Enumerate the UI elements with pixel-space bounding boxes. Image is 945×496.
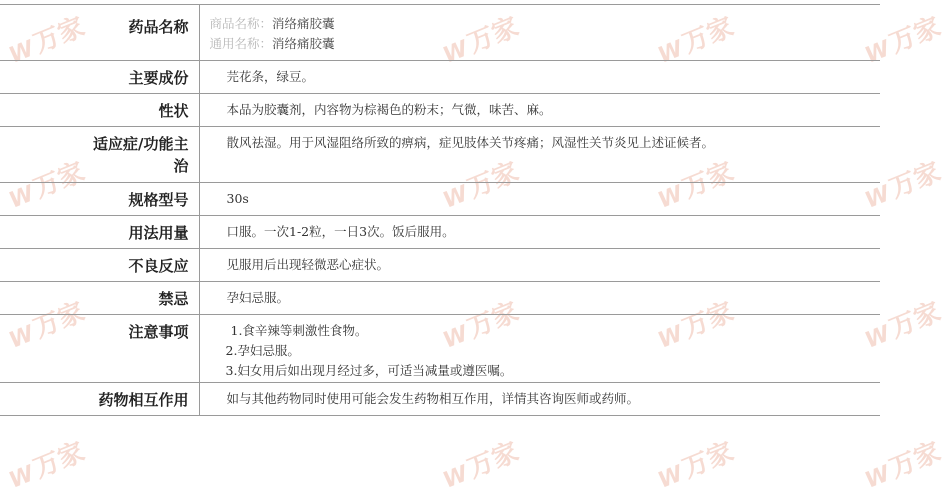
row-label: [0, 249, 199, 282]
row-label: [0, 5, 199, 61]
list-item: 2.孕妇忌服。: [225, 343, 300, 358]
row-interactions: [0, 383, 880, 416]
row-value: [199, 183, 880, 216]
row-value: [199, 5, 880, 61]
watermark-logo: W万家: [439, 12, 523, 69]
label-text: 治: [173, 157, 189, 175]
row-value: [199, 383, 880, 416]
list-item: 3.妇女用后如出现月经过多，可适当减量或遵医嘱。: [225, 363, 513, 378]
value-text: 散风祛湿。用于风湿阻络所致的痹病，症见肢体关节疼痛；风湿性关节炎见上述证候者。: [226, 135, 715, 150]
trade-name-line: [210, 14, 881, 34]
watermark-logo: W万家: [439, 157, 523, 214]
generic-name-line: [210, 34, 881, 54]
row-precautions: [0, 315, 880, 383]
watermark-logo: W万家: [439, 437, 523, 494]
watermark-logo: W万家: [861, 297, 945, 354]
watermark-logo: W万家: [654, 297, 738, 354]
value-text: 芫花条，绿豆。: [226, 69, 315, 84]
watermark-logo: W万家: [654, 157, 738, 214]
label-text: 规格型号: [128, 191, 189, 209]
row-value: [199, 249, 880, 282]
label-text: 禁忌: [158, 290, 189, 308]
row-label: [0, 216, 199, 249]
row-dosage: [0, 216, 880, 249]
row-appearance: [0, 94, 880, 127]
value-text: 口服。一次1-2粒，一日3次。饭后服用。: [226, 224, 455, 239]
watermark-logo: W万家: [861, 437, 945, 494]
row-value: [199, 315, 880, 383]
label-text: 注意事项: [128, 323, 189, 341]
value-text: 本品为胶囊剂，内容物为棕褐色的粉末；气微，味苦、麻。: [226, 102, 552, 117]
row-value: [199, 127, 880, 183]
value-text: 见服用后出现轻微恶心症状。: [226, 257, 390, 272]
row-label: [0, 315, 199, 383]
label-text: 性状: [158, 102, 189, 120]
row-indications: [0, 127, 880, 183]
label-text: 不良反应: [128, 257, 189, 275]
watermark-logo: W万家: [5, 437, 89, 494]
value-text: 30s: [226, 191, 249, 206]
row-label: [0, 94, 199, 127]
trade-name-key: 商品名称：: [209, 16, 273, 31]
row-contraindications: [0, 282, 880, 315]
row-label: [0, 127, 199, 183]
row-value: [199, 61, 880, 94]
row-ingredients: [0, 61, 880, 94]
trade-name-value: 消络痛胶囊: [272, 16, 335, 31]
watermark-logo: W万家: [861, 12, 945, 69]
value-text: 如与其他药物同时使用可能会发生药物相互作用，详情其咨询医师或药师。: [226, 391, 640, 406]
row-label: [0, 61, 199, 94]
row-value: [199, 94, 880, 127]
watermark-logo: W万家: [5, 12, 89, 69]
list-item: 1.食辛辣等刺激性食物。: [230, 323, 368, 338]
label-text: 适应症/功能主: [93, 135, 189, 153]
watermark-logo: W万家: [861, 157, 945, 214]
value-text: 孕妇忌服。: [226, 290, 290, 305]
row-drug-name: [0, 5, 880, 61]
drug-info-table: [0, 4, 880, 416]
row-value: [199, 282, 880, 315]
generic-name-value: 消络痛胶囊: [272, 36, 335, 51]
watermark-logo: W万家: [5, 157, 89, 214]
row-label: [0, 383, 199, 416]
row-value: [199, 216, 880, 249]
watermark-logo: W万家: [654, 437, 738, 494]
row-spec: [0, 183, 880, 216]
label-text: 用法用量: [128, 224, 189, 242]
generic-name-key: 通用名称：: [209, 36, 273, 51]
label-text: 药物相互作用: [98, 391, 189, 409]
watermark-logo: W万家: [439, 297, 523, 354]
row-label: [0, 282, 199, 315]
watermark-logo: W万家: [5, 297, 89, 354]
row-label: [0, 183, 199, 216]
label-text: 主要成份: [128, 69, 189, 87]
watermark-logo: W万家: [654, 12, 738, 69]
row-adverse-reactions: [0, 249, 880, 282]
label-text: 药品名称: [128, 18, 189, 36]
